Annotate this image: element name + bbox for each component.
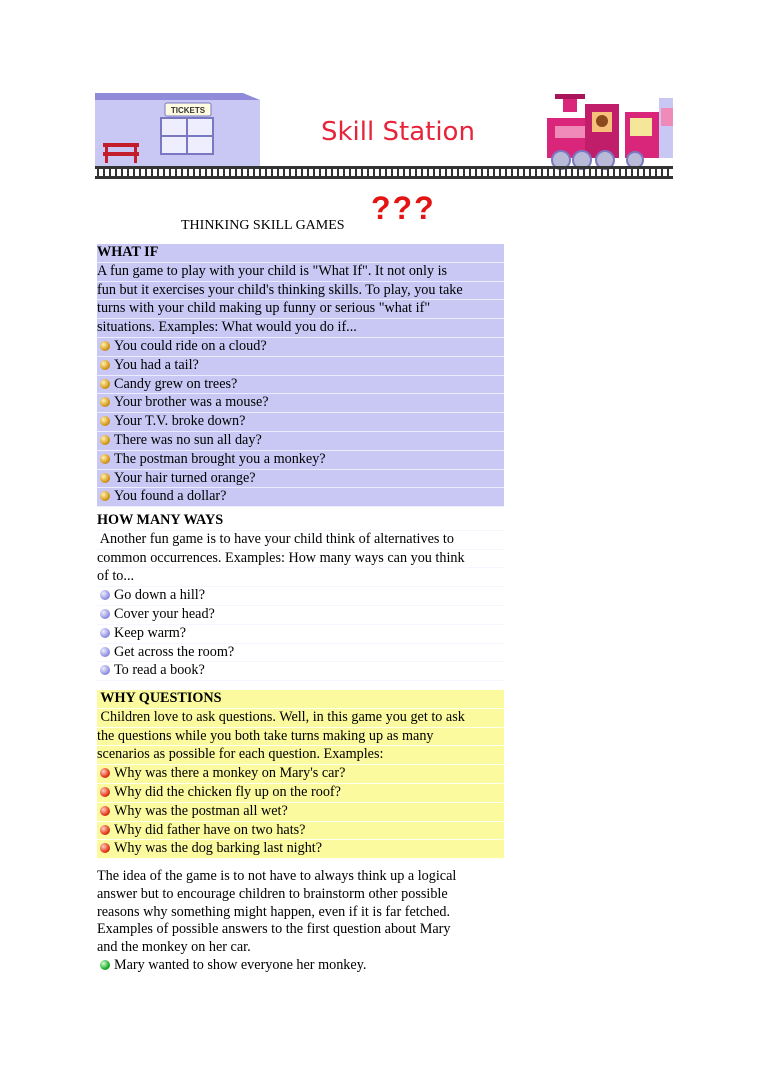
bullet-icon	[100, 454, 110, 464]
station-roof	[95, 93, 260, 100]
track-tie	[595, 168, 597, 177]
question-marks: ???	[371, 190, 436, 226]
intro-line: the questions while you both take turns making up as many	[97, 728, 504, 747]
track-tie	[661, 168, 663, 177]
track-tie	[169, 168, 171, 177]
track-tie	[409, 168, 411, 177]
brand-logo-text: Skill Station	[321, 117, 475, 147]
track-tie	[157, 168, 159, 177]
track-tie	[397, 168, 399, 177]
track-tie	[103, 168, 105, 177]
intro-line: scenarios as possible for each question. Examples:	[97, 746, 504, 765]
list-item: There was no sun all day?	[97, 432, 504, 451]
track-tie	[415, 168, 417, 177]
track-tie	[655, 168, 657, 177]
bullet-icon	[100, 473, 110, 483]
track-tie	[247, 168, 249, 177]
track-tie	[145, 168, 147, 177]
paragraph-line: reasons why something might happen, even if it is far fetched.	[97, 903, 451, 920]
track-tie	[421, 168, 423, 177]
bullet-icon	[100, 806, 110, 816]
track-tie	[271, 168, 273, 177]
list-item: Your brother was a mouse?	[97, 394, 504, 413]
how-many-ways-section	[97, 512, 504, 681]
track-tie	[625, 168, 627, 177]
track-tie	[523, 168, 525, 177]
what-if-section	[97, 244, 504, 507]
list-item: Your T.V. broke down?	[97, 413, 504, 432]
track-tie	[109, 168, 111, 177]
list-item: Keep warm?	[97, 625, 504, 644]
track-tie	[355, 168, 357, 177]
track-tie	[265, 168, 267, 177]
track-tie	[349, 168, 351, 177]
track-tie	[361, 168, 363, 177]
track-tie	[163, 168, 165, 177]
track-tie	[307, 168, 309, 177]
track-tie	[277, 168, 279, 177]
bullet-icon	[100, 628, 110, 638]
track-tie	[325, 168, 327, 177]
track-tie	[199, 168, 201, 177]
bullet-icon	[100, 590, 110, 600]
track-tie	[667, 168, 669, 177]
bullet-icon	[100, 647, 110, 657]
track-tie	[187, 168, 189, 177]
track-tie	[637, 168, 639, 177]
track-tie	[235, 168, 237, 177]
list-item: Why did father have on two hats?	[97, 822, 504, 841]
tickets-sign	[165, 103, 211, 116]
bullet-icon	[100, 787, 110, 797]
track-tie	[319, 168, 321, 177]
bullet-icon	[100, 609, 110, 619]
paragraph-line: and the monkey on her car.	[97, 939, 251, 956]
track-tie	[571, 168, 573, 177]
track-tie	[229, 168, 231, 177]
track-tie	[241, 168, 243, 177]
track-tie	[457, 168, 459, 177]
track-tie	[193, 168, 195, 177]
track-tie	[175, 168, 177, 177]
list-item: You found a dollar?	[97, 488, 504, 507]
list-item: You had a tail?	[97, 357, 504, 376]
track-tie	[613, 168, 615, 177]
list-item: Why did the chicken fly up on the roof?	[97, 784, 504, 803]
track-tie	[343, 168, 345, 177]
track-tie	[481, 168, 483, 177]
track-tie	[439, 168, 441, 177]
train-engine	[547, 94, 673, 169]
bullet-icon	[100, 960, 110, 970]
svg-text:TICKETS: TICKETS	[170, 106, 206, 115]
list-item: Your hair turned orange?	[97, 470, 504, 489]
bullet-icon	[100, 341, 110, 351]
track-tie	[391, 168, 393, 177]
closing-paragraph	[97, 868, 507, 975]
track-tie	[427, 168, 429, 177]
list-item: Candy grew on trees?	[97, 376, 504, 395]
list-item: Cover your head?	[97, 606, 504, 625]
list-item: Go down a hill?	[97, 587, 504, 606]
track-tie	[505, 168, 507, 177]
intro-line: fun but it exercises your child's thinking skills. To play, you take	[97, 282, 504, 301]
list-item: To read a book?	[97, 662, 504, 681]
bullet-icon	[100, 843, 110, 853]
track-tie	[589, 168, 591, 177]
track-tie	[517, 168, 519, 177]
intro-line: of to...	[97, 568, 504, 587]
intro-line: situations. Examples: What would you do if...	[97, 319, 504, 338]
track-tie	[649, 168, 651, 177]
railway-track	[95, 166, 673, 179]
track-tie	[541, 168, 543, 177]
track-tie	[379, 168, 381, 177]
bullet-icon	[100, 379, 110, 389]
track-tie	[475, 168, 477, 177]
track-tie	[223, 168, 225, 177]
track-tie	[487, 168, 489, 177]
track-tie	[577, 168, 579, 177]
track-tie	[511, 168, 513, 177]
track-tie	[607, 168, 609, 177]
skill-station-banner	[95, 88, 673, 183]
track-tie	[217, 168, 219, 177]
track-tie	[469, 168, 471, 177]
track-tie	[181, 168, 183, 177]
track-tie	[115, 168, 117, 177]
bullet-icon	[100, 768, 110, 778]
section-title: WHY QUESTIONS	[97, 690, 504, 709]
track-tie	[433, 168, 435, 177]
track-tie	[127, 168, 129, 177]
bullet-icon	[100, 665, 110, 675]
track-tie	[289, 168, 291, 177]
track-tie	[583, 168, 585, 177]
list-item: Get across the room?	[97, 644, 504, 663]
track-tie	[619, 168, 621, 177]
track-tie	[535, 168, 537, 177]
track-tie	[553, 168, 555, 177]
bullet-icon	[100, 825, 110, 835]
page-heading	[97, 190, 517, 240]
track-tie	[373, 168, 375, 177]
track-tie	[301, 168, 303, 177]
track-tie	[133, 168, 135, 177]
bullet-icon	[100, 491, 110, 501]
track-tie	[529, 168, 531, 177]
bullet-icon	[100, 360, 110, 370]
why-questions-section	[97, 690, 504, 859]
intro-line: A fun game to play with your child is "What If". It not only is	[97, 263, 504, 282]
track-tie	[313, 168, 315, 177]
track-tie	[97, 168, 99, 177]
track-tie	[121, 168, 123, 177]
track-tie	[367, 168, 369, 177]
track-tie	[547, 168, 549, 177]
paragraph-line: Examples of possible answers to the first question about Mary	[97, 921, 451, 938]
intro-line: turns with your child making up funny or serious "what if"	[97, 300, 504, 319]
track-tie	[151, 168, 153, 177]
track-tie	[451, 168, 453, 177]
track-tie	[643, 168, 645, 177]
list-item: Why was the postman all wet?	[97, 803, 504, 822]
track-tie	[331, 168, 333, 177]
paragraph-line: The idea of the game is to not have to always think up a logical	[97, 868, 457, 884]
track-tie	[211, 168, 213, 177]
track-tie	[259, 168, 261, 177]
section-title: WHAT IF	[97, 244, 504, 263]
track-tie	[403, 168, 405, 177]
track-tie	[337, 168, 339, 177]
paragraph-line: answer but to encourage children to brainstorm other possible	[97, 885, 448, 902]
track-tie	[565, 168, 567, 177]
track-tie	[139, 168, 141, 177]
track-tie	[601, 168, 603, 177]
section-title: HOW MANY WAYS	[97, 512, 504, 531]
bullet-icon	[100, 435, 110, 445]
page-title: THINKING SKILL GAMES	[181, 218, 345, 233]
track-tie	[499, 168, 501, 177]
list-item: Why was the dog barking last night?	[97, 840, 504, 859]
track-tie	[205, 168, 207, 177]
track-tie	[559, 168, 561, 177]
intro-line: common occurrences. Examples: How many ways can you think	[97, 550, 504, 569]
track-tie	[493, 168, 495, 177]
intro-line: Children love to ask questions. Well, in this game you get to ask	[97, 709, 504, 728]
list-item: Why was there a monkey on Mary's car?	[97, 765, 504, 784]
track-tie	[445, 168, 447, 177]
intro-line: Another fun game is to have your child think of alternatives to	[97, 531, 504, 550]
track-tie	[295, 168, 297, 177]
bullet-icon	[100, 416, 110, 426]
bullet-icon	[100, 397, 110, 407]
list-item: The postman brought you a monkey?	[97, 451, 504, 470]
track-tie	[631, 168, 633, 177]
track-tie	[385, 168, 387, 177]
track-tie	[283, 168, 285, 177]
answer-item: Mary wanted to show everyone her monkey.	[97, 957, 507, 975]
track-tie	[463, 168, 465, 177]
list-item: You could ride on a cloud?	[97, 338, 504, 357]
track-tie	[253, 168, 255, 177]
